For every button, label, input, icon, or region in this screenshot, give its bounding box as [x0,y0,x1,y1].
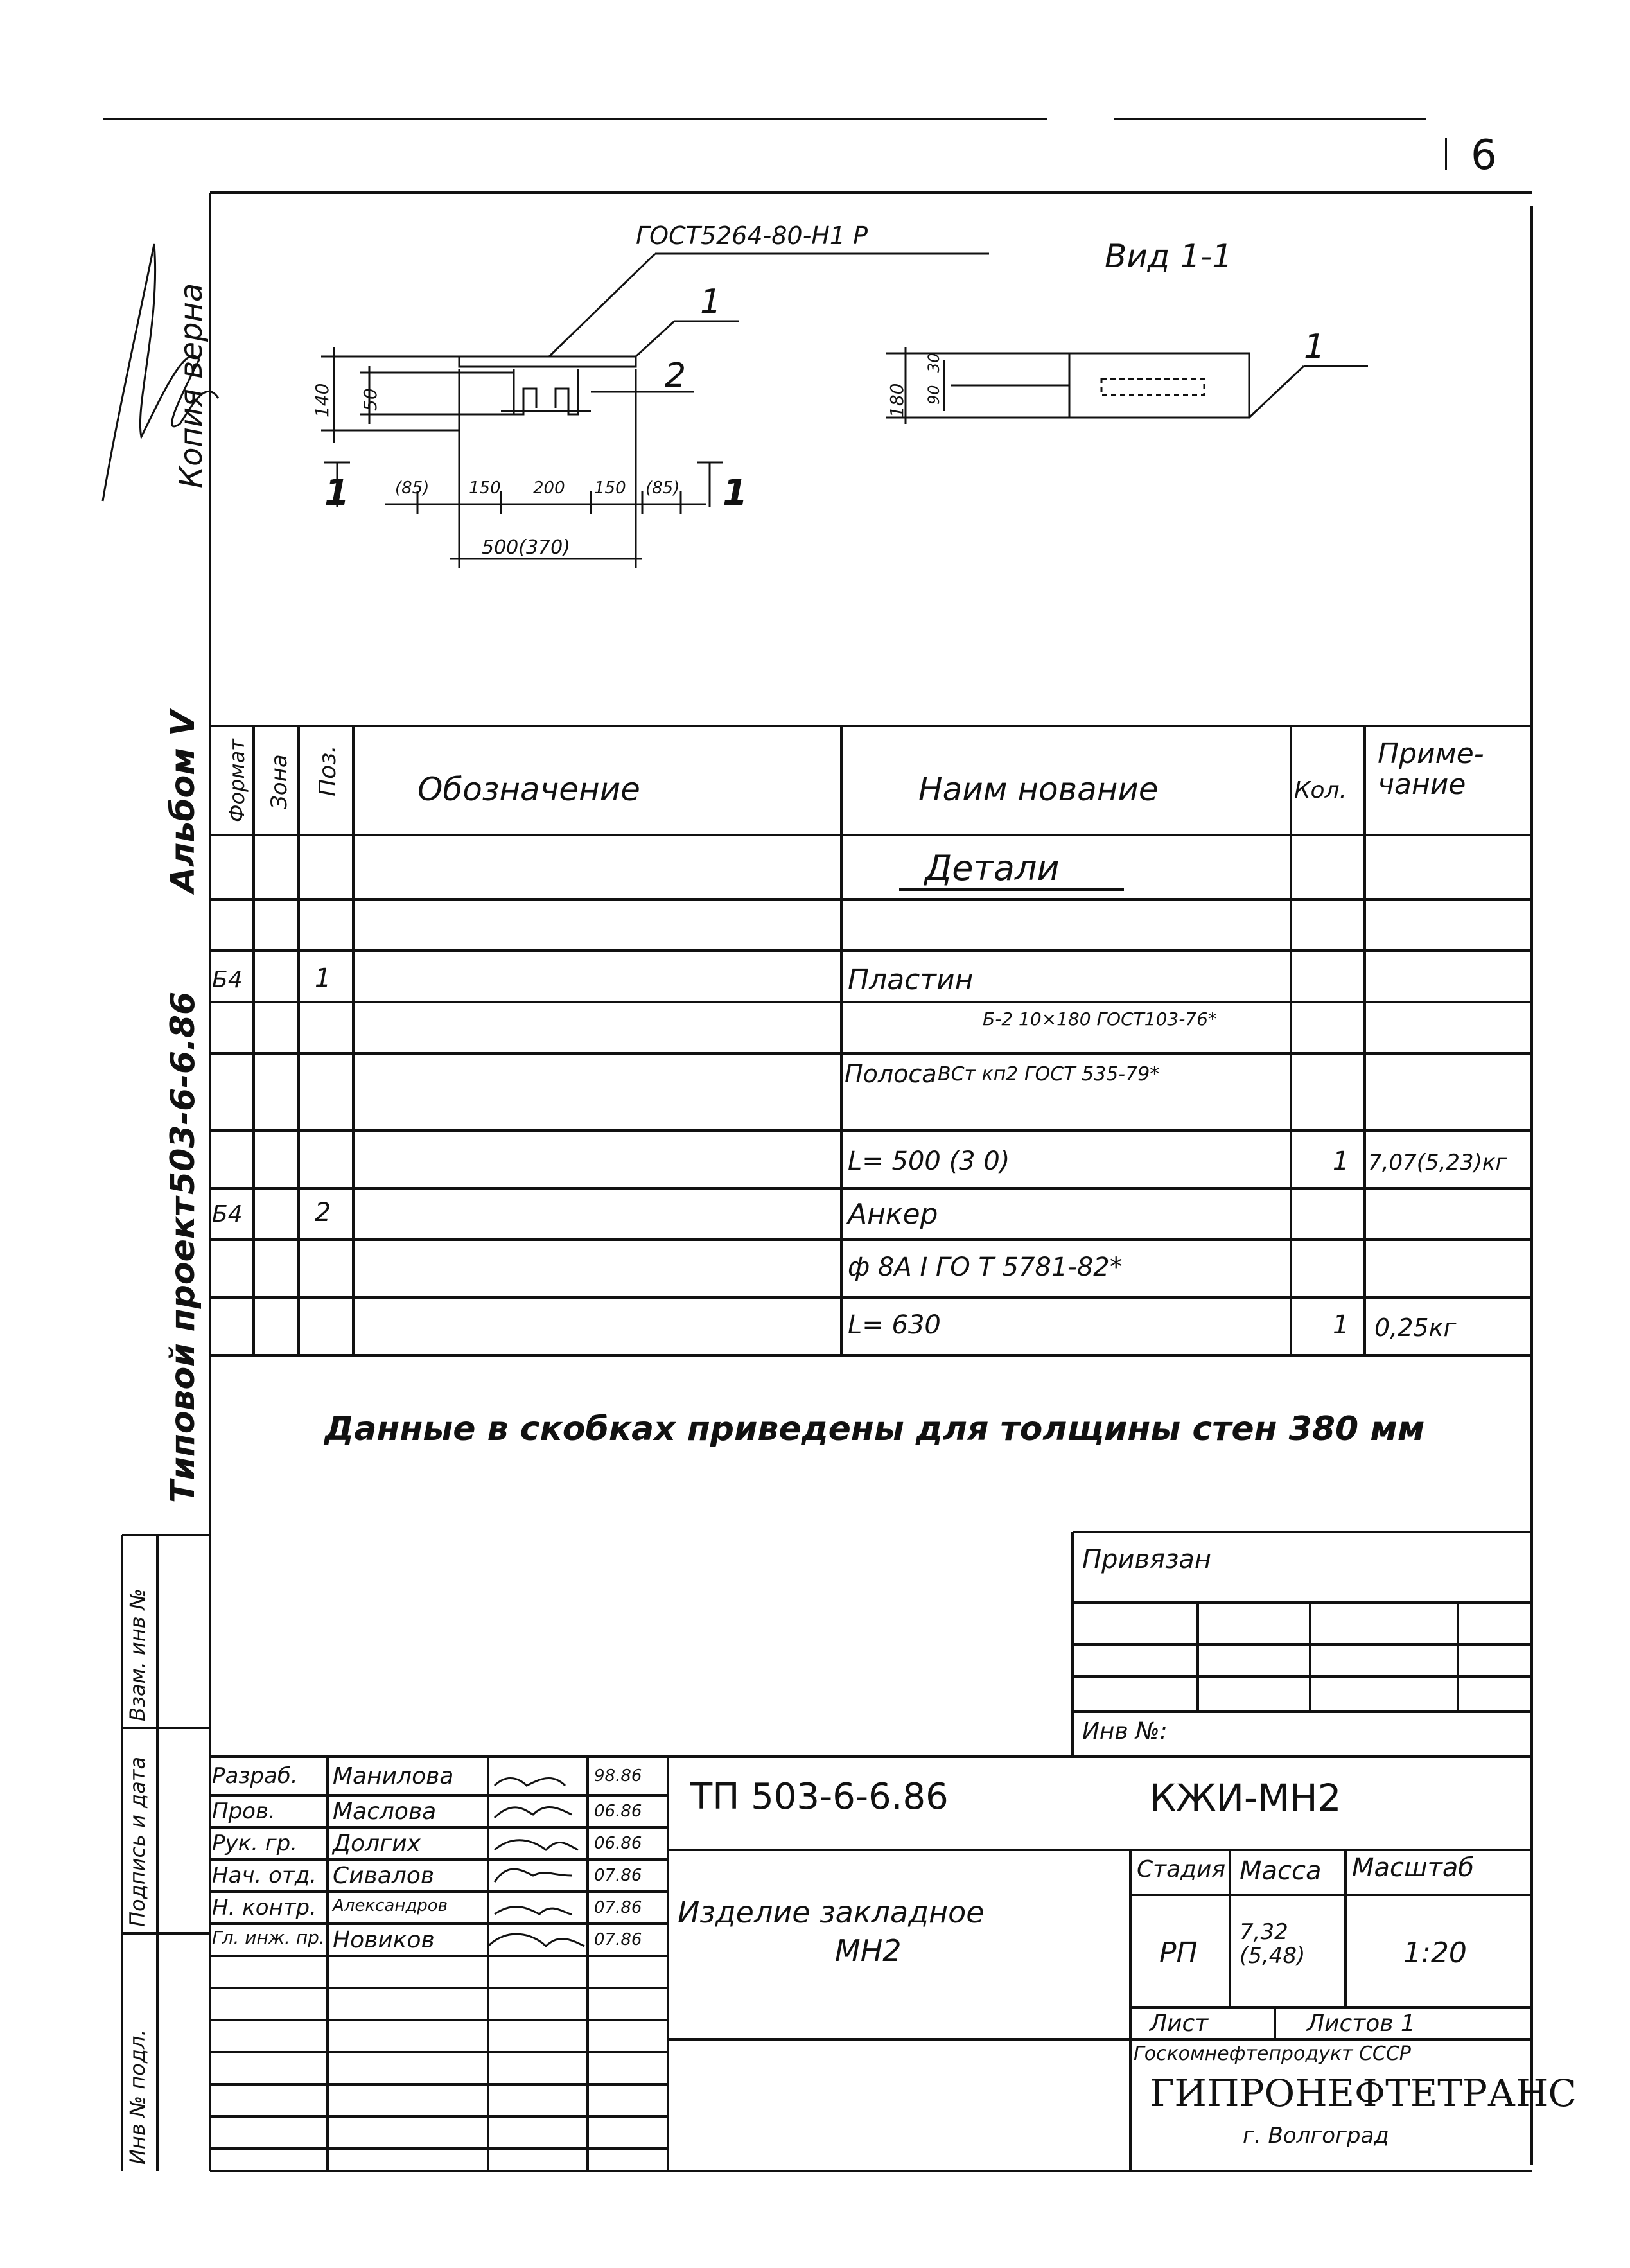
row3-qty: 1 [1333,1147,1349,1176]
signer-role-3: Рук. гр. [212,1831,298,1856]
section-mark-left: 1 [324,472,349,514]
dim-500: 500(370) [482,536,570,559]
signer-date-4: 07.86 [594,1866,642,1885]
hdr-name: Наим нование [918,771,1159,808]
signer-role-4: Нач. отд. [212,1863,317,1888]
row5-name: ф 8А I ГО Т 5781-82* [848,1253,1123,1282]
signer-name-1: Манилова [333,1763,454,1789]
hdr-zone: Зона [267,754,292,809]
dim-140: 140 [311,383,333,418]
org-main: ГИПРОНЕФТЕТРАНС [1150,2071,1577,2115]
row4-name: Анкер [848,1198,938,1231]
signer-date-6: 07.86 [594,1930,642,1949]
signer-date-3: 06.86 [594,1834,642,1853]
side-inv-podl: Инв № подл. [125,2029,150,2165]
sheet-label: Лист [1150,2010,1209,2037]
binding-inv: Инв №: [1082,1718,1168,1745]
row2-name-bottom: ВСт кп2 ГОСТ 535-79* [938,1063,1160,1086]
dim-180: 180 [886,383,907,418]
signer-date-1: 98.86 [594,1766,642,1786]
product-line-2: МН2 [835,1933,902,1968]
doc-mark: КЖИ-МН2 [1150,1776,1342,1820]
row6-qty: 1 [1333,1310,1349,1340]
hdr-note-text: Приме-чание [1378,737,1484,802]
hdr-format: Формат [225,739,249,822]
signer-date-5: 07.86 [594,1898,642,1917]
row3-note: 7,07(5,23)кг [1368,1150,1507,1175]
signer-name-4: Сивалов [333,1863,435,1889]
section-title: Детали [925,848,1060,888]
row3-name: L= 500 (3 0) [848,1147,1010,1176]
org-top: Госкомнефтепродукт СССР [1134,2043,1411,2065]
sheet-number: 6 [1471,132,1497,179]
side-podpis: Подпись и дата [125,1756,150,1927]
sheets-label: Листов 1 [1307,2010,1415,2037]
stage-value: РП [1159,1937,1198,1969]
gost-label: ГОСТ5264-80-Н1 Р [636,222,868,250]
row1-pos: 1 [315,963,331,993]
side-vzam: Взам. инв № [125,1588,150,1721]
signer-role-2: Пров. [212,1798,276,1824]
side-typical: Типовой проект [164,1197,202,1503]
dim-50: 50 [360,388,381,411]
scale-value: 1:20 [1403,1937,1467,1969]
dim-85-right: (85) [645,479,680,498]
row1-name: Пластин [848,963,974,996]
row4-pos: 2 [315,1198,331,1227]
row2-name: Полоса [845,1060,937,1088]
row6-name: L= 630 [848,1310,941,1340]
product-line-1: Изделие закладное [678,1895,985,1930]
note-text: Данные в скобках приведены для толщины стен 380 мм [324,1410,1425,1448]
section-mark-right: 1 [723,472,748,514]
dim-150-right: 150 [594,479,626,498]
row6-note: 0,25кг [1374,1314,1457,1342]
hdr-designation: Обозначение [417,771,640,808]
dim-85-left: (85) [395,479,430,498]
side-album: Альбом V [164,710,202,893]
sheet-number-tick [1445,138,1447,170]
signer-role-5: Н. контр. [212,1895,317,1921]
position-2-label: 2 [665,356,687,395]
signer-name-5: Александров [333,1896,448,1915]
hdr-qty: Кол. [1294,777,1347,804]
row1-format: Б4 [212,967,243,993]
hdr-pos: Поз. [315,745,341,796]
signer-name-2: Маслова [333,1798,437,1825]
stage-label: Стадия [1137,1856,1226,1883]
dim-90: 90 [925,385,943,405]
signer-role-6: Гл. инж. пр. [212,1927,325,1948]
view-position-1-label: 1 [1304,328,1326,366]
doc-code: ТП 503-6-6.86 [690,1776,949,1818]
row2-name-top: Б-2 10×180 ГОСТ103-76* [983,1008,1217,1030]
view-label: Вид 1-1 [1105,238,1232,275]
mass-label: Масса [1240,1856,1322,1886]
signer-name-6: Новиков [333,1927,435,1953]
signer-role-1: Разраб. [212,1763,298,1789]
signer-date-2: 06.86 [594,1802,642,1821]
copy-note: Копия верна [173,283,209,488]
scale-label: Масштаб [1352,1853,1475,1883]
position-1-label: 1 [700,283,722,321]
hdr-note [1378,739,1506,801]
signer-name-3: Долгих [333,1831,421,1857]
dim-200: 200 [533,479,565,498]
dim-150-left: 150 [469,479,501,498]
binding-privyazan: Привязан [1082,1545,1212,1574]
org-city: г. Волгоград [1243,2123,1389,2149]
mass-value [1240,1921,1336,1969]
side-project-code: 503-6-6.86 [164,991,202,1195]
row4-format: Б4 [212,1201,243,1227]
view-drawing [886,347,1368,424]
dim-30: 30 [925,353,943,373]
mass-value-text: 7,32 (5,48) [1240,1919,1306,1969]
